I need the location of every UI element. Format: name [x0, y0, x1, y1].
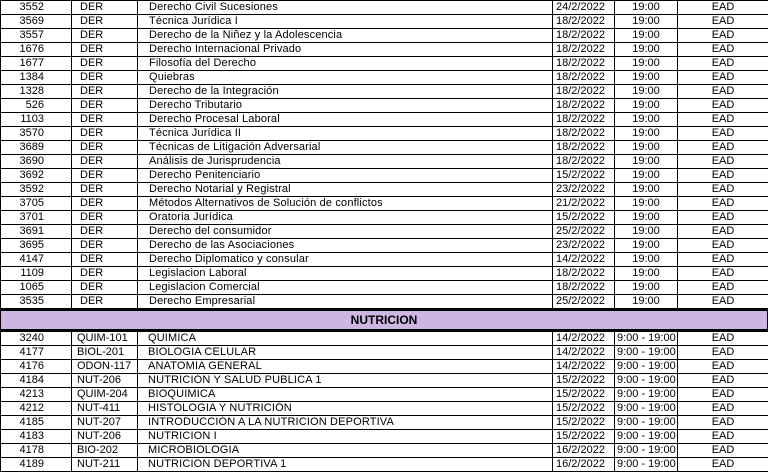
program-code-cell: DER — [72, 85, 138, 99]
modality-cell: EAD — [678, 15, 768, 29]
course-code-cell: 3692 — [1, 169, 72, 183]
program-code-cell: DER — [72, 15, 138, 29]
program-code-cell: DER — [72, 99, 138, 113]
subject-name-cell: Derecho Internacional Privado — [138, 43, 553, 57]
exam-date-cell: 15/2/2022 — [553, 402, 615, 416]
subject-name-cell: Derecho Penitenciario — [138, 169, 553, 183]
exam-date-cell: 14/2/2022 — [553, 253, 615, 267]
course-code-cell: 3535 — [1, 295, 72, 309]
program-code-cell: DER — [72, 183, 138, 197]
subject-name-cell: NUTRICIÓN Y SALUD PUBLICA 1 — [138, 374, 553, 388]
section-table — [0, 309, 768, 331]
course-code-cell: 3689 — [1, 141, 72, 155]
modality-cell: EAD — [678, 430, 768, 444]
table-row — [1, 85, 768, 99]
course-code-cell: 1065 — [1, 281, 72, 295]
modality-cell: EAD — [678, 127, 768, 141]
exam-date-cell: 18/2/2022 — [553, 267, 615, 281]
modality-cell: EAD — [678, 360, 768, 374]
modality-cell: EAD — [678, 155, 768, 169]
exam-time-cell: 19:00 — [615, 253, 678, 267]
modality-cell: EAD — [678, 458, 768, 472]
table-row — [1, 295, 768, 309]
subject-name-cell: Derecho Procesal Laboral — [138, 113, 553, 127]
program-code-cell: DER — [72, 197, 138, 211]
program-code-cell: DER — [72, 43, 138, 57]
section-header-row — [1, 310, 768, 330]
exam-date-cell: 14/2/2022 — [553, 346, 615, 360]
exam-date-cell: 23/2/2022 — [553, 183, 615, 197]
modality-cell: EAD — [678, 43, 768, 57]
course-code-cell: 4185 — [1, 416, 72, 430]
subject-name-cell: BIOQUIMICA — [138, 388, 553, 402]
table-row — [1, 141, 768, 155]
table-row — [1, 430, 768, 444]
subject-name-cell: NUTRICION I — [138, 430, 553, 444]
modality-cell: EAD — [678, 71, 768, 85]
table-row — [1, 458, 768, 472]
exam-time-cell: 19:00 — [615, 239, 678, 253]
table-row — [1, 57, 768, 71]
program-code-cell: DER — [72, 281, 138, 295]
modality-cell: EAD — [678, 267, 768, 281]
subject-name-cell: Quiebras — [138, 71, 553, 85]
program-code-cell: DER — [72, 29, 138, 43]
table-row — [1, 346, 768, 360]
section-title: NUTRICION — [1, 310, 768, 330]
table-row — [1, 29, 768, 43]
subject-name-cell: Derecho de la Integración — [138, 85, 553, 99]
exam-time-cell: 19:00 — [615, 281, 678, 295]
exam-date-cell: 24/2/2022 — [553, 1, 615, 15]
subject-name-cell: Oratoria Jurídica — [138, 211, 553, 225]
nutricion-table-body — [1, 332, 768, 472]
program-code-cell: DER — [72, 113, 138, 127]
program-code-cell: DER — [72, 127, 138, 141]
table-row — [1, 43, 768, 57]
exam-date-cell: 18/2/2022 — [553, 99, 615, 113]
program-code-cell: DER — [72, 211, 138, 225]
modality-cell: EAD — [678, 169, 768, 183]
exam-date-cell: 15/2/2022 — [553, 388, 615, 402]
modality-cell: EAD — [678, 57, 768, 71]
program-code-cell: DER — [72, 155, 138, 169]
subject-name-cell: Derecho Notarial y Registral — [138, 183, 553, 197]
exam-date-cell: 15/2/2022 — [553, 211, 615, 225]
exam-time-cell: 9:00 - 19:00 — [615, 402, 678, 416]
exam-date-cell: 18/2/2022 — [553, 85, 615, 99]
modality-cell: EAD — [678, 141, 768, 155]
table-row — [1, 71, 768, 85]
subject-name-cell: Análisis de Jurisprudencia — [138, 155, 553, 169]
exam-date-cell: 16/2/2022 — [553, 444, 615, 458]
subject-name-cell: Legislacion Comercial — [138, 281, 553, 295]
program-code-cell: DER — [72, 1, 138, 15]
program-code-cell: DER — [72, 141, 138, 155]
exam-time-cell: 9:00 - 19:00 — [615, 416, 678, 430]
subject-name-cell: HISTOLOGIA Y NUTRICIÓN — [138, 402, 553, 416]
modality-cell: EAD — [678, 85, 768, 99]
subject-name-cell: Técnica Jurídica II — [138, 127, 553, 141]
table-row — [1, 239, 768, 253]
program-code-cell: NUT-207 — [72, 416, 138, 430]
subject-name-cell: Derecho Tributario — [138, 99, 553, 113]
table-row — [1, 360, 768, 374]
exam-time-cell: 19:00 — [615, 43, 678, 57]
exam-time-cell: 19:00 — [615, 127, 678, 141]
course-code-cell: 3690 — [1, 155, 72, 169]
exam-time-cell: 19:00 — [615, 225, 678, 239]
nutricion-table — [0, 331, 768, 472]
course-code-cell: 3557 — [1, 29, 72, 43]
exam-date-cell: 18/2/2022 — [553, 281, 615, 295]
subject-name-cell: INTRODUCCIÓN A LA NUTRICION DEPORTIVA — [138, 416, 553, 430]
exam-date-cell: 14/2/2022 — [553, 332, 615, 346]
subject-name-cell: MICROBIOLOGIA — [138, 444, 553, 458]
table-row — [1, 183, 768, 197]
table-row — [1, 402, 768, 416]
exam-date-cell: 15/2/2022 — [553, 430, 615, 444]
table-row — [1, 1, 768, 15]
program-code-cell: DER — [72, 225, 138, 239]
modality-cell: EAD — [678, 416, 768, 430]
table-row — [1, 99, 768, 113]
program-code-cell: BIO-202 — [72, 444, 138, 458]
course-code-cell: 4177 — [1, 346, 72, 360]
subject-name-cell: NUTRICION DEPORTIVA 1 — [138, 458, 553, 472]
exam-time-cell: 19:00 — [615, 169, 678, 183]
table-row — [1, 332, 768, 346]
table-row — [1, 211, 768, 225]
exam-time-cell: 19:00 — [615, 267, 678, 281]
modality-cell: EAD — [678, 295, 768, 309]
program-code-cell: BIOL-201 — [72, 346, 138, 360]
exam-time-cell: 19:00 — [615, 15, 678, 29]
subject-name-cell: ANATOMIA GENERAL — [138, 360, 553, 374]
table-row — [1, 127, 768, 141]
program-code-cell: ODON-117 — [72, 360, 138, 374]
der-table-body — [1, 1, 768, 309]
program-code-cell: NUT-206 — [72, 374, 138, 388]
course-code-cell: 3705 — [1, 197, 72, 211]
exam-time-cell: 9:00 - 19:00 — [615, 374, 678, 388]
subject-name-cell: QUIMICA — [138, 332, 553, 346]
course-code-cell: 3695 — [1, 239, 72, 253]
exam-time-cell: 9:00 - 19:00 — [615, 458, 678, 472]
course-code-cell: 3552 — [1, 1, 72, 15]
subject-name-cell: Técnicas de Litigación Adversarial — [138, 141, 553, 155]
program-code-cell: NUT-206 — [72, 430, 138, 444]
exam-date-cell: 18/2/2022 — [553, 29, 615, 43]
exam-time-cell: 9:00 - 19:00 — [615, 360, 678, 374]
exam-date-cell: 21/2/2022 — [553, 197, 615, 211]
course-code-cell: 3701 — [1, 211, 72, 225]
course-code-cell: 1677 — [1, 57, 72, 71]
course-code-cell: 4213 — [1, 388, 72, 402]
course-code-cell: 4176 — [1, 360, 72, 374]
subject-name-cell: Derecho Empresarial — [138, 295, 553, 309]
course-code-cell: 4212 — [1, 402, 72, 416]
course-code-cell: 1109 — [1, 267, 72, 281]
exam-time-cell: 9:00 - 19:00 — [615, 346, 678, 360]
exam-time-cell: 19:00 — [615, 211, 678, 225]
modality-cell: EAD — [678, 1, 768, 15]
exam-time-cell: 9:00 - 19:00 — [615, 444, 678, 458]
subject-name-cell: BIOLOGIA CELULAR — [138, 346, 553, 360]
exam-date-cell: 23/2/2022 — [553, 239, 615, 253]
exam-time-cell: 19:00 — [615, 71, 678, 85]
course-code-cell: 4189 — [1, 458, 72, 472]
table-row — [1, 197, 768, 211]
exam-time-cell: 19:00 — [615, 99, 678, 113]
exam-date-cell: 25/2/2022 — [553, 295, 615, 309]
exam-time-cell: 9:00 - 19:00 — [615, 430, 678, 444]
modality-cell: EAD — [678, 332, 768, 346]
subject-name-cell: Derecho de las Asociaciones — [138, 239, 553, 253]
program-code-cell: DER — [72, 267, 138, 281]
table-row — [1, 416, 768, 430]
table-row — [1, 155, 768, 169]
subject-name-cell: Filosofía del Derecho — [138, 57, 553, 71]
course-code-cell: 3691 — [1, 225, 72, 239]
course-code-cell: 3570 — [1, 127, 72, 141]
course-code-cell: 1328 — [1, 85, 72, 99]
course-code-cell: 3569 — [1, 15, 72, 29]
program-code-cell: QUIM-101 — [72, 332, 138, 346]
exam-time-cell: 19:00 — [615, 141, 678, 155]
program-code-cell: NUT-411 — [72, 402, 138, 416]
exam-date-cell: 15/2/2022 — [553, 416, 615, 430]
exam-date-cell: 18/2/2022 — [553, 57, 615, 71]
course-code-cell: 1676 — [1, 43, 72, 57]
modality-cell: EAD — [678, 29, 768, 43]
program-code-cell: QUIM-204 — [72, 388, 138, 402]
exam-time-cell: 19:00 — [615, 85, 678, 99]
table-row — [1, 388, 768, 402]
subject-name-cell: Derecho Diplomatico y consular — [138, 253, 553, 267]
program-code-cell: DER — [72, 169, 138, 183]
table-row — [1, 281, 768, 295]
exam-date-cell: 14/2/2022 — [553, 360, 615, 374]
modality-cell: EAD — [678, 374, 768, 388]
modality-cell: EAD — [678, 239, 768, 253]
table-row — [1, 15, 768, 29]
course-code-cell: 1384 — [1, 71, 72, 85]
exam-time-cell: 19:00 — [615, 29, 678, 43]
exam-time-cell: 19:00 — [615, 155, 678, 169]
exam-date-cell: 18/2/2022 — [553, 141, 615, 155]
course-code-cell: 4184 — [1, 374, 72, 388]
exam-date-cell: 16/2/2022 — [553, 458, 615, 472]
exam-date-cell: 18/2/2022 — [553, 71, 615, 85]
modality-cell: EAD — [678, 99, 768, 113]
modality-cell: EAD — [678, 113, 768, 127]
program-code-cell: DER — [72, 57, 138, 71]
modality-cell: EAD — [678, 211, 768, 225]
subject-name-cell: Métodos Alternativos de Solución de conflictos — [138, 197, 553, 211]
subject-name-cell: Técnica Jurídica I — [138, 15, 553, 29]
table-row — [1, 253, 768, 267]
modality-cell: EAD — [678, 281, 768, 295]
program-code-cell: DER — [72, 295, 138, 309]
exam-time-cell: 19:00 — [615, 183, 678, 197]
subject-name-cell: Derecho Civil Sucesiones — [138, 1, 553, 15]
program-code-cell: NUT-211 — [72, 458, 138, 472]
exam-date-cell: 15/2/2022 — [553, 169, 615, 183]
modality-cell: EAD — [678, 388, 768, 402]
table-row — [1, 267, 768, 281]
exam-date-cell: 18/2/2022 — [553, 43, 615, 57]
modality-cell: EAD — [678, 197, 768, 211]
course-code-cell: 1103 — [1, 113, 72, 127]
exam-time-cell: 19:00 — [615, 113, 678, 127]
subject-name-cell: Derecho de la Niñez y la Adolescencia — [138, 29, 553, 43]
exam-date-cell: 18/2/2022 — [553, 113, 615, 127]
modality-cell: EAD — [678, 346, 768, 360]
table-row — [1, 225, 768, 239]
program-code-cell: DER — [72, 71, 138, 85]
course-code-cell: 526 — [1, 99, 72, 113]
program-code-cell: DER — [72, 253, 138, 267]
exam-time-cell: 9:00 - 19:00 — [615, 388, 678, 402]
course-code-cell: 4183 — [1, 430, 72, 444]
exam-time-cell: 19:00 — [615, 295, 678, 309]
modality-cell: EAD — [678, 225, 768, 239]
exam-time-cell: 19:00 — [615, 1, 678, 15]
table-row — [1, 113, 768, 127]
exam-date-cell: 18/2/2022 — [553, 155, 615, 169]
exam-time-cell: 19:00 — [615, 57, 678, 71]
exam-time-cell: 9:00 - 19:00 — [615, 332, 678, 346]
modality-cell: EAD — [678, 444, 768, 458]
modality-cell: EAD — [678, 253, 768, 267]
program-code-cell: DER — [72, 239, 138, 253]
exam-date-cell: 18/2/2022 — [553, 127, 615, 141]
course-code-cell: 4178 — [1, 444, 72, 458]
subject-name-cell: Legislacion Laboral — [138, 267, 553, 281]
course-code-cell: 3592 — [1, 183, 72, 197]
exam-date-cell: 15/2/2022 — [553, 374, 615, 388]
course-code-cell: 4147 — [1, 253, 72, 267]
table-row — [1, 374, 768, 388]
modality-cell: EAD — [678, 402, 768, 416]
table-row — [1, 444, 768, 458]
subject-name-cell: Derecho del consumidor — [138, 225, 553, 239]
course-code-cell: 3240 — [1, 332, 72, 346]
table-row — [1, 169, 768, 183]
exam-date-cell: 25/2/2022 — [553, 225, 615, 239]
modality-cell: EAD — [678, 183, 768, 197]
exam-time-cell: 19:00 — [615, 197, 678, 211]
exam-date-cell: 18/2/2022 — [553, 15, 615, 29]
